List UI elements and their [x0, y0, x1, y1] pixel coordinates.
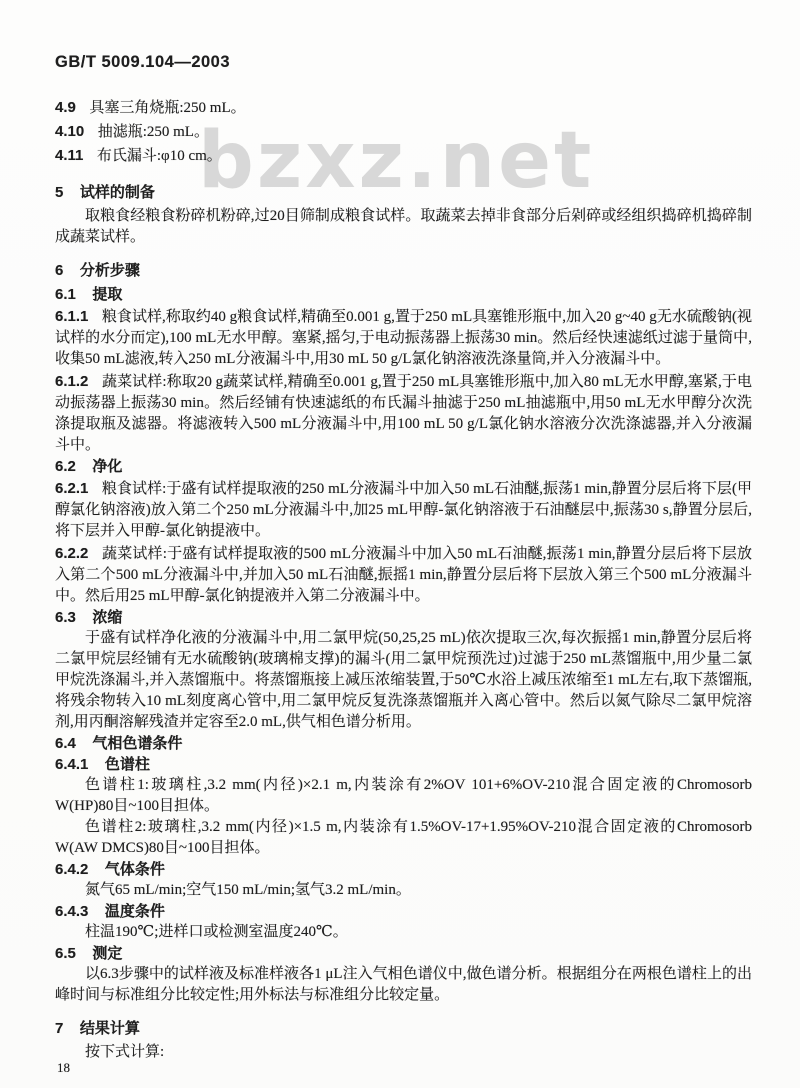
section-7-title: 结果计算 — [79, 1020, 140, 1037]
section-5-title: 试样的制备 — [79, 184, 155, 201]
clause-4-9 — [55, 97, 752, 119]
clause-6-4-number: 6.4 — [55, 735, 76, 752]
clause-6-1-2-text: 蔬菜试样:称取20 g蔬菜试样,精确至0.001 g,置于250 mL具塞锥形瓶中,加入80 mL无水甲醇,塞紧,于电动振荡器上振荡30 min。然后经铺有快速滤纸的布氏漏斗抽滤于250 mL抽滤瓶中,用50 mL无水甲醇分次洗涤提取瓶及滤器。将滤液转入500 mL分液漏斗中,用100 mL 50 g/L氯化钠水溶液分次洗涤滤器,并入分液漏斗中。 — [55, 374, 752, 453]
gas-conditions-text: 氮气65 mL/min;空气150 mL/min;氢气3.2 mL/min。 — [85, 882, 411, 898]
clause-4-11-text: 布氏漏斗:φ10 cm。 — [96, 148, 222, 164]
clause-6-2-2-text: 蔬菜试样:于盛有试样提取液的500 mL分液漏斗中加入50 mL石油醚,振荡1 min,静置分层后将下层放入第二个500 mL分液漏斗中,并加入50 mL石油醚,振摇1 min,静置分层后将下层放入第三个500 mL分液漏斗中。然后用25 mL甲醇-氯化钠提液并入第二分液漏斗中。 — [55, 546, 752, 604]
section-6-title: 分析步骤 — [79, 262, 140, 279]
section-6-number: 6 — [55, 262, 64, 279]
clause-4-11 — [55, 145, 752, 167]
clause-6-2-number: 6.2 — [55, 458, 76, 475]
section-5-number: 5 — [55, 184, 64, 201]
clause-6-4-3-number: 6.4.3 — [55, 903, 89, 920]
clause-6-4-title: 气相色谱条件 — [92, 735, 183, 752]
clause-6-4-heading — [55, 733, 752, 754]
clause-6-5-title: 测定 — [92, 945, 123, 962]
clause-6-1-2 — [55, 371, 752, 456]
clause-4-10-number: 4.10 — [55, 123, 85, 140]
section-6-heading — [55, 260, 752, 281]
watermark-text: bzxz.net — [198, 116, 595, 206]
clause-4-10-text: 抽滤瓶:250 mL。 — [97, 124, 209, 140]
clause-6-4-1-heading — [55, 754, 752, 775]
clause-4-11-number: 4.11 — [55, 147, 84, 164]
clause-6-2-2-number: 6.2.2 — [55, 545, 89, 562]
clause-6-3-title: 浓缩 — [92, 609, 123, 626]
clause-6-1-number: 6.1 — [55, 286, 76, 303]
clause-6-4-1-number: 6.4.1 — [55, 756, 89, 773]
clause-6-5-heading — [55, 943, 752, 964]
section-5-heading — [55, 182, 752, 203]
clause-6-1-2-number: 6.1.2 — [55, 373, 89, 390]
temperature-conditions-text: 柱温190℃;进样口或检测室温度240℃。 — [85, 924, 348, 940]
section-5-body: 取粮食经粮食粉碎机粉碎,过20目筛制成粮食试样。取蔬菜去掉非食部分后剁碎或经组织捣碎机捣碎制成蔬菜试样。 — [55, 208, 752, 245]
clause-6-3-number: 6.3 — [55, 609, 76, 626]
clause-6-4-1-title: 色谱柱 — [104, 756, 150, 773]
clause-6-4-3-title: 温度条件 — [104, 903, 165, 920]
clause-4-9-number: 4.9 — [55, 99, 76, 116]
clause-6-1-heading — [55, 284, 752, 305]
clause-6-3-body: 于盛有试样净化液的分液漏斗中,用二氯甲烷(50,25,25 mL)依次提取三次,每次振摇1 min,静置分层后将二氯甲烷层经铺有无水硫酸钠(玻璃棉支撑)的漏斗(用二氯甲烷预洗过)过滤于250 mL蒸馏瓶中,用少量二氯甲烷洗涤漏斗,并入蒸馏瓶中。将蒸馏瓶接上减压浓缩装置,于50℃水浴上减压浓缩至1 mL左右,取下蒸馏瓶,将残余物转入10 mL刻度离心管中,用二氯甲烷反复洗涤蒸馏瓶并入离心管中。然后以氮气除尽二氯甲烷溶剂,用丙酮溶解残渣并定容至2.0 mL,供气相色谱分析用。 — [55, 630, 752, 730]
clause-6-2-1-text: 粮食试样:于盛有试样提取液的250 mL分液漏斗中加入50 mL石油醚,振荡1 min,静置分层后将下层(甲醇氯化钠溶液)放入第二个250 mL分液漏斗中,加25 mL甲醇-氯化钠溶液于石油醚层中,振荡30 s,静置分层后,将下层并入甲醇-氯化钠提液中。 — [55, 481, 752, 539]
document-content — [55, 52, 752, 1063]
clause-6-2-1 — [55, 478, 752, 542]
clause-6-1-title: 提取 — [92, 286, 123, 303]
page-number: 18 — [57, 1060, 70, 1075]
standard-code-header: GB/T 5009.104—2003 — [55, 53, 231, 71]
clause-6-1-1-number: 6.1.1 — [55, 308, 89, 325]
section-7-heading — [55, 1018, 752, 1039]
clause-6-4-2-heading — [55, 859, 752, 880]
clause-4-10 — [55, 121, 752, 143]
clause-6-1-1-text: 粮食试样,称取约40 g粮食试样,精确至0.001 g,置于250 mL具塞锥形瓶中,加入20 g~40 g无水硫酸钠(视试样的水分而定),100 mL无水甲醇。塞紧,摇匀,于电动振荡器上振荡30 min。然后经快速滤纸过滤于量筒中,收集50 mL滤液,转入250 mL分液漏斗中,用30 mL 50 g/L氯化钠溶液洗涤量筒,并入分液漏斗中。 — [55, 309, 752, 367]
clause-6-5-number: 6.5 — [55, 945, 76, 962]
clause-6-5-body: 以6.3步骤中的试样液及标准样液各1 μL注入气相色谱仪中,做色谱分析。根据组分在两根色谱柱上的出峰时间与标准组分比较定性;用外标法与标准组分比较定量。 — [55, 966, 752, 1003]
clause-4-9-text: 具塞三角烧瓶:250 mL。 — [89, 100, 246, 116]
clause-6-3-heading — [55, 607, 752, 628]
clause-6-2-2 — [55, 543, 752, 607]
clause-6-4-3-heading — [55, 901, 752, 922]
clause-6-1-1 — [55, 306, 752, 370]
section-7-body: 按下式计算: — [85, 1044, 165, 1060]
clause-6-2-1-number: 6.2.1 — [55, 480, 89, 497]
clause-6-2-title: 净化 — [92, 458, 123, 475]
clause-6-4-2-title: 气体条件 — [104, 861, 165, 878]
clause-6-2-heading — [55, 456, 752, 477]
column-2-description: 色谱柱2:玻璃柱,3.2 mm(内径)×1.5 m,内装涂有1.5%OV-17+1.95%OV-210混合固定液的Chromosorb W(AW DMCS)80目~100目担体。 — [55, 819, 752, 856]
section-7-number: 7 — [55, 1020, 64, 1037]
clause-6-4-2-number: 6.4.2 — [55, 861, 89, 878]
column-1-description: 色谱柱1:玻璃柱,3.2 mm(内径)×2.1 m,内装涂有2%OV 101+6%OV-210混合固定液的Chromosorb W(HP)80目~100目担体。 — [55, 777, 752, 814]
